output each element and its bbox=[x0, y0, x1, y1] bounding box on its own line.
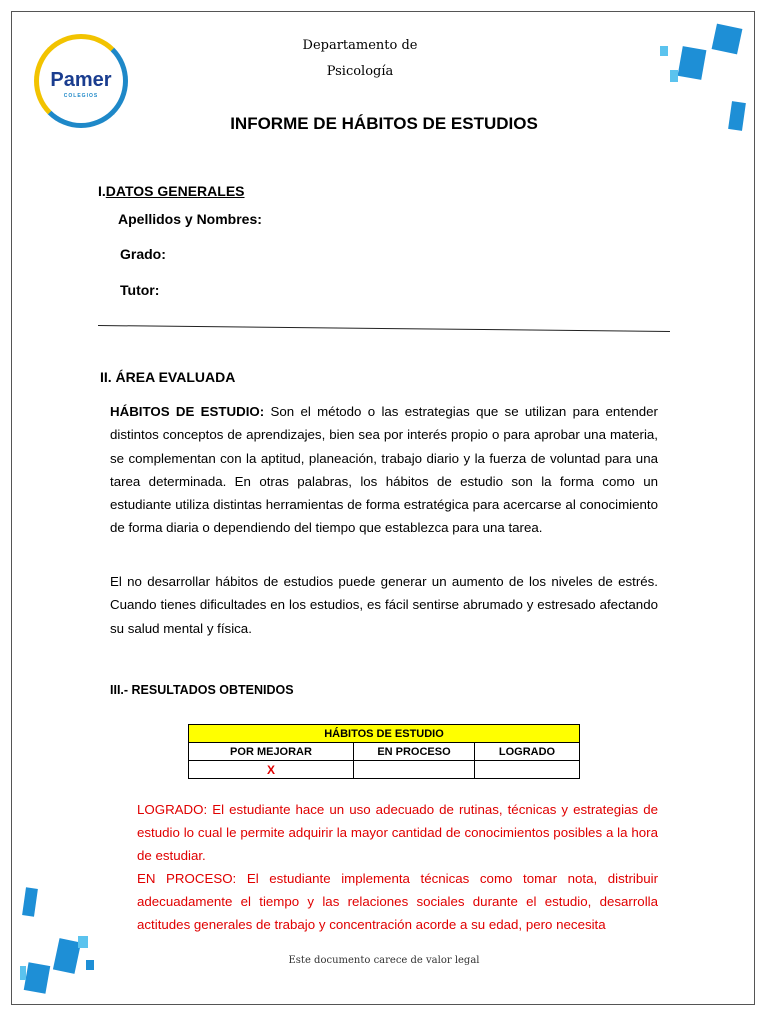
habitos-paragraph-1: Son el método o las estrategias que se utilizan para entender distintos conceptos de aprendizajes, bien sea por interés propio o para aprobar una materia, se complementan con la aptitud, planeación, trabajo diario y la fuerza de voluntad para una tarea determinada. En otras palabras, los hábitos de estudio son la forma como un estudiante utiliza distintas herramientas de forma estratégica para acercarse al conocimiento de forma diaria o dependiendo del tiempo que establezca para una tarea. bbox=[110, 404, 658, 536]
column-por-mejorar: POR MEJORAR bbox=[189, 743, 354, 761]
mark-en-proceso bbox=[354, 761, 475, 779]
results-table-title: HÁBITOS DE ESTUDIO bbox=[189, 725, 580, 743]
mark-por-mejorar: X bbox=[189, 761, 354, 779]
logo-text: Pamer bbox=[50, 69, 112, 91]
mark-logrado bbox=[475, 761, 580, 779]
report-title: INFORME DE HÁBITOS DE ESTUDIOS bbox=[230, 114, 538, 133]
footer-disclaimer: Este documento carece de valor legal bbox=[288, 955, 480, 966]
column-logrado: LOGRADO bbox=[475, 743, 580, 761]
logrado-description: LOGRADO: El estudiante hace un uso adecuado de rutinas, técnicas y estrategias de estudio lo cual le permite adquirir la mayor cantidad de conocimientos posibles a la hora de estudiar. bbox=[137, 802, 658, 864]
field-tutor: Tutor: bbox=[120, 282, 160, 298]
results-table bbox=[188, 724, 580, 779]
section-1-heading bbox=[98, 183, 245, 199]
logo-subtext: COLEGIOS bbox=[63, 93, 99, 99]
section-2-heading: II. ÁREA EVALUADA bbox=[100, 369, 236, 385]
en-proceso-description: EN PROCESO: El estudiante implementa técnicas como tomar nota, distribuir adecuadamente el tiempo y las relaciones sociales durante el estudio, desarrolla actitudes generales de trabajo y concentración acorde a su edad, pero necesita bbox=[137, 871, 658, 933]
section-1-title: DATOS GENERALES bbox=[105, 183, 245, 199]
column-en-proceso: EN PROCESO bbox=[354, 743, 475, 761]
section-3-heading: III.- RESULTADOS OBTENIDOS bbox=[110, 683, 294, 697]
department-line-1: Departamento de bbox=[302, 38, 418, 53]
department-line-2: Psicología bbox=[326, 64, 394, 79]
habitos-paragraph-2: El no desarrollar hábitos de estudios puede generar un aumento de los niveles de estrés. Cuando tienes dificultades en los estudios, es fácil sentirse abrumado y estresado afectando su salud mental y física. bbox=[110, 574, 658, 636]
section-1-number: I. bbox=[98, 183, 106, 199]
field-grado: Grado: bbox=[120, 246, 166, 262]
habitos-term: HÁBITOS DE ESTUDIO: bbox=[110, 404, 265, 419]
habitos-definition bbox=[110, 400, 658, 540]
field-apellidos: Apellidos y Nombres: bbox=[118, 211, 262, 227]
